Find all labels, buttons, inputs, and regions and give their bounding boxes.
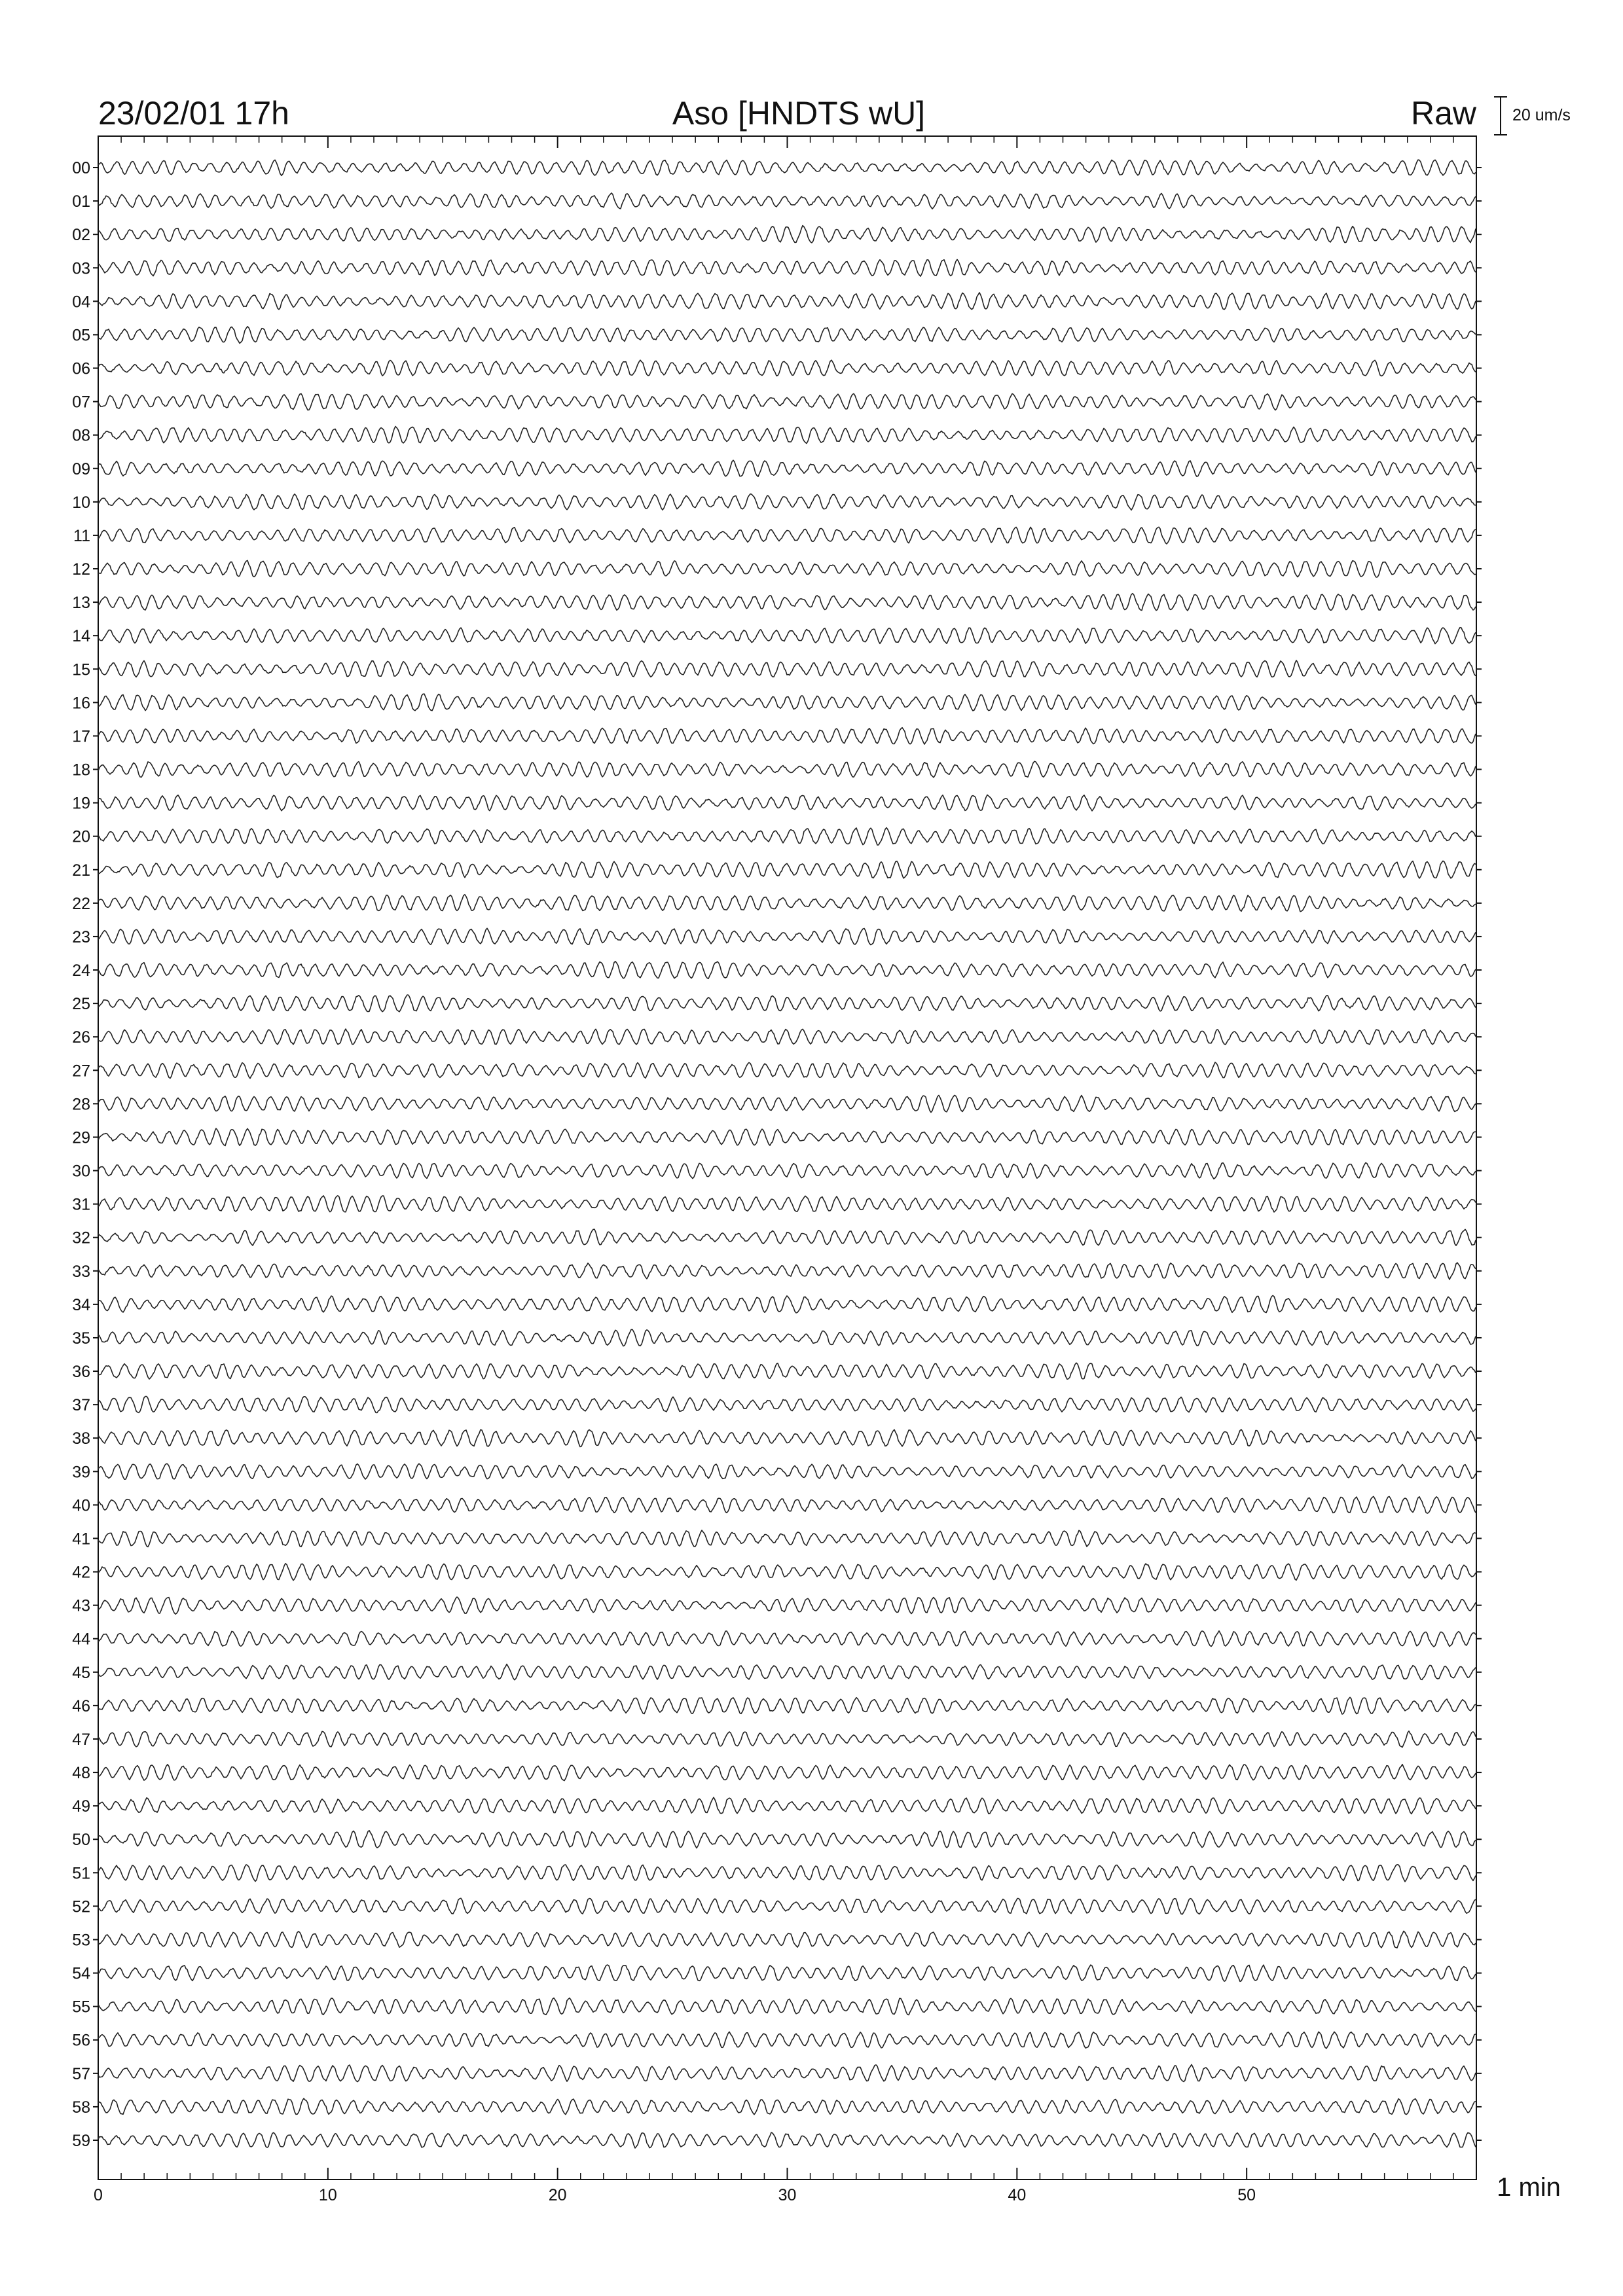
row-label-02: 02: [72, 226, 90, 245]
trace-row-05: [98, 327, 1476, 344]
row-label-00: 00: [72, 159, 90, 177]
trace-row-15: [98, 660, 1476, 677]
trace-row-02: [98, 226, 1476, 243]
trace-row-10: [98, 494, 1476, 511]
trace-row-43: [98, 1597, 1476, 1614]
x-axis-unit-label: 1 min: [1497, 2173, 1561, 2202]
row-label-26: 26: [72, 1028, 90, 1047]
row-label-21: 21: [72, 861, 90, 880]
x-tick-label-20: 20: [548, 2186, 567, 2204]
row-label-17: 17: [72, 727, 90, 746]
trace-row-29: [98, 1128, 1476, 1145]
row-label-48: 48: [72, 1764, 90, 1783]
trace-row-25: [98, 995, 1476, 1012]
row-label-30: 30: [72, 1162, 90, 1181]
header-mode: Raw: [1410, 95, 1476, 132]
trace-row-08: [98, 427, 1476, 444]
trace-row-14: [98, 628, 1476, 644]
trace-row-49: [98, 1797, 1476, 1814]
trace-row-28: [98, 1095, 1476, 1112]
row-label-11: 11: [73, 526, 90, 545]
row-label-37: 37: [72, 1396, 90, 1415]
row-label-50: 50: [72, 1831, 90, 1850]
row-label-54: 54: [72, 1964, 90, 1983]
row-label-15: 15: [72, 660, 90, 679]
trace-row-31: [98, 1196, 1476, 1212]
row-label-42: 42: [72, 1563, 90, 1582]
row-label-04: 04: [72, 293, 90, 312]
trace-row-35: [98, 1329, 1476, 1346]
trace-row-07: [98, 394, 1476, 410]
row-label-31: 31: [72, 1195, 90, 1214]
row-label-41: 41: [72, 1530, 90, 1549]
trace-row-34: [98, 1295, 1476, 1313]
trace-row-27: [98, 1062, 1476, 1079]
row-label-18: 18: [72, 761, 90, 780]
row-label-29: 29: [72, 1128, 90, 1147]
row-label-57: 57: [72, 2064, 90, 2083]
row-label-32: 32: [72, 1229, 90, 1247]
trace-row-44: [98, 1631, 1476, 1647]
trace-row-53: [98, 1931, 1476, 1948]
trace-row-09: [98, 460, 1476, 476]
row-label-56: 56: [72, 2031, 90, 2050]
trace-row-41: [98, 1530, 1476, 1547]
row-label-44: 44: [72, 1630, 90, 1649]
row-label-52: 52: [72, 1897, 90, 1916]
row-label-33: 33: [72, 1262, 90, 1281]
x-tick-label-group: [94, 2186, 1256, 2204]
row-label-27: 27: [72, 1062, 90, 1081]
trace-row-19: [98, 795, 1476, 811]
row-label-28: 28: [72, 1095, 90, 1114]
row-label-09: 09: [72, 459, 90, 478]
row-label-22: 22: [72, 894, 90, 913]
row-label-10: 10: [72, 493, 90, 512]
trace-row-13: [98, 594, 1476, 611]
row-label-03: 03: [72, 259, 90, 278]
trace-row-23: [98, 928, 1476, 944]
row-label-39: 39: [72, 1463, 90, 1482]
trace-row-11: [98, 527, 1476, 544]
row-label-19: 19: [72, 794, 90, 813]
trace-row-20: [98, 828, 1476, 846]
row-label-43: 43: [72, 1596, 90, 1615]
trace-row-06: [98, 360, 1476, 376]
tick-group: [93, 136, 1482, 2179]
amplitude-scale-bar: [1494, 97, 1507, 135]
trace-row-33: [98, 1263, 1476, 1280]
trace-row-00: [98, 160, 1476, 175]
trace-row-32: [98, 1229, 1476, 1246]
trace-row-16: [98, 694, 1476, 711]
trace-row-59: [98, 2132, 1476, 2148]
trace-row-26: [98, 1029, 1476, 1045]
trace-row-58: [98, 2098, 1476, 2115]
trace-row-48: [98, 1765, 1476, 1781]
row-label-23: 23: [72, 927, 90, 946]
row-label-07: 07: [72, 393, 90, 412]
row-label-14: 14: [72, 627, 90, 646]
trace-row-18: [98, 761, 1476, 778]
row-label-38: 38: [72, 1429, 90, 1448]
row-label-47: 47: [72, 1730, 90, 1749]
x-tick-label-40: 40: [1008, 2186, 1027, 2204]
trace-row-37: [98, 1397, 1476, 1413]
trace-row-01: [98, 193, 1476, 209]
x-tick-label-50: 50: [1237, 2186, 1256, 2204]
header-datetime: 23/02/01 17h: [98, 95, 289, 132]
trace-row-45: [98, 1664, 1476, 1680]
row-label-59: 59: [72, 2132, 90, 2150]
trace-row-24: [98, 961, 1476, 978]
row-label-01: 01: [72, 192, 90, 211]
trace-row-30: [98, 1163, 1476, 1179]
trace-row-17: [98, 728, 1476, 744]
trace-row-22: [98, 895, 1476, 912]
row-label-36: 36: [72, 1363, 90, 1382]
row-label-12: 12: [72, 560, 90, 579]
row-label-34: 34: [72, 1295, 90, 1314]
row-label-group: [72, 159, 90, 2150]
row-label-40: 40: [72, 1496, 90, 1515]
trace-row-56: [98, 2032, 1476, 2048]
trace-row-12: [98, 560, 1476, 577]
trace-group: [98, 160, 1476, 2148]
trace-row-57: [98, 2064, 1476, 2081]
trace-row-39: [98, 1463, 1476, 1479]
amplitude-scale-label: 20 um/s: [1512, 106, 1571, 124]
trace-row-21: [98, 861, 1476, 878]
x-tick-label-30: 30: [778, 2186, 797, 2204]
row-label-20: 20: [72, 827, 90, 846]
row-label-58: 58: [72, 2098, 90, 2117]
trace-row-04: [98, 293, 1476, 310]
trace-row-50: [98, 1831, 1476, 1848]
trace-row-46: [98, 1697, 1476, 1714]
trace-row-42: [98, 1564, 1476, 1581]
row-label-16: 16: [72, 694, 90, 713]
trace-row-52: [98, 1898, 1476, 1914]
header-station: Aso [HNDTS wU]: [672, 95, 926, 132]
trace-row-03: [98, 260, 1476, 277]
x-tick-label-10: 10: [318, 2186, 337, 2204]
row-label-35: 35: [72, 1329, 90, 1348]
row-label-08: 08: [72, 426, 90, 445]
row-label-25: 25: [72, 995, 90, 1014]
row-label-49: 49: [72, 1797, 90, 1816]
row-label-13: 13: [72, 594, 90, 613]
trace-row-38: [98, 1429, 1476, 1446]
row-label-46: 46: [72, 1696, 90, 1715]
trace-row-51: [98, 1865, 1476, 1882]
row-label-53: 53: [72, 1931, 90, 1950]
row-label-45: 45: [72, 1663, 90, 1682]
row-label-51: 51: [72, 1864, 90, 1883]
trace-row-40: [98, 1496, 1476, 1513]
row-label-05: 05: [72, 326, 90, 345]
trace-row-54: [98, 1965, 1476, 1981]
trace-row-55: [98, 1998, 1476, 2015]
row-label-55: 55: [72, 1998, 90, 2017]
x-tick-label-0: 0: [94, 2186, 103, 2204]
trace-row-47: [98, 1731, 1476, 1748]
trace-row-36: [98, 1363, 1476, 1379]
row-label-06: 06: [72, 359, 90, 378]
row-label-24: 24: [72, 961, 90, 980]
